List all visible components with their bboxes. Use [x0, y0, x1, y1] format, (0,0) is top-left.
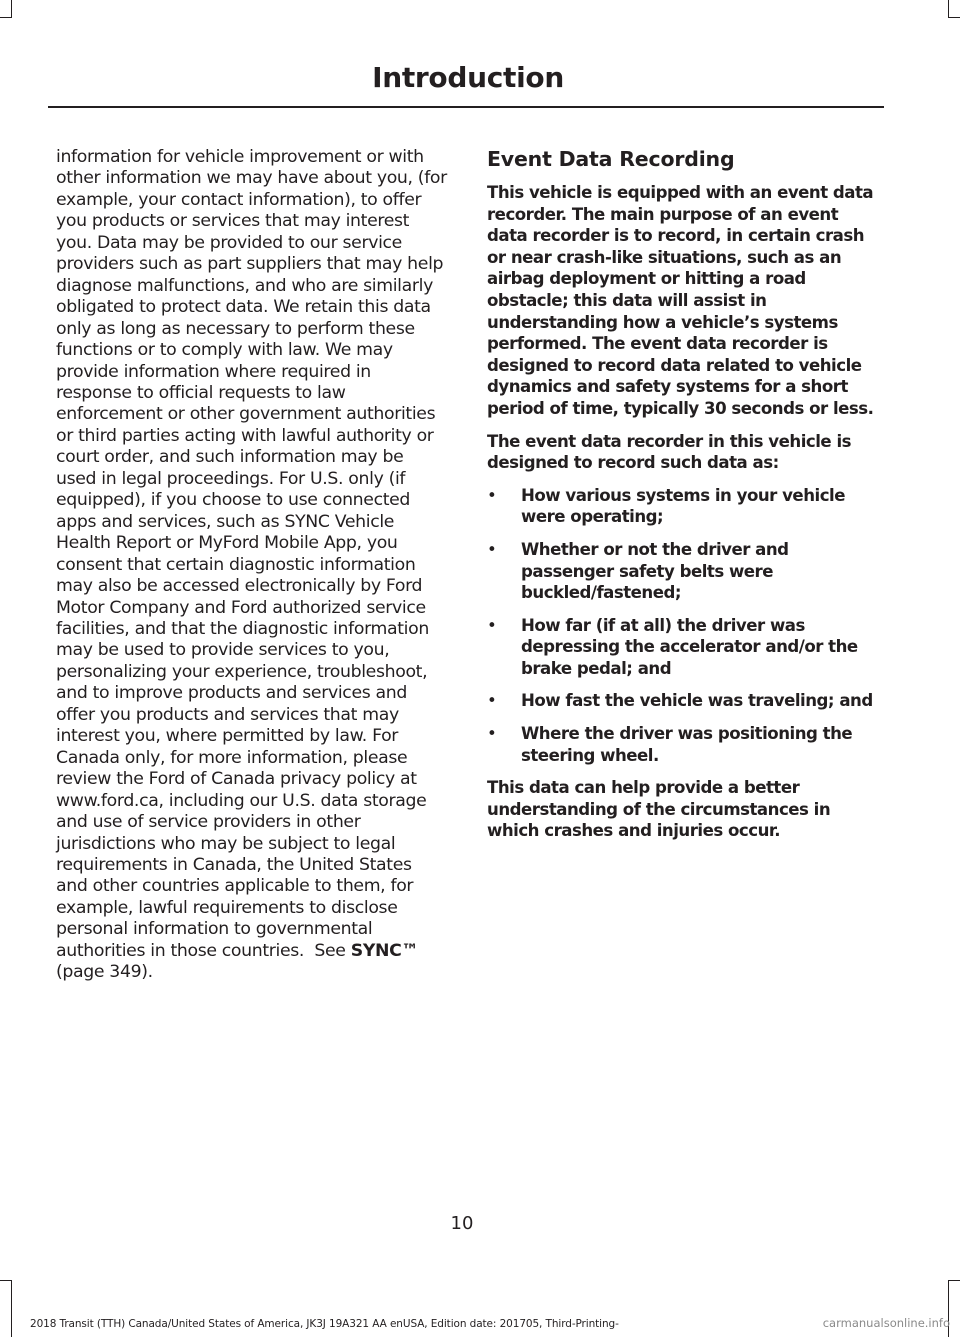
- right-column: [487, 140, 883, 853]
- list-item: [487, 615, 883, 680]
- edition-footer: 2018 Transit (TTH) Canada/United States of America, JK3J 19A321 AA enUSA, Edition date: 201705, Third-Printing-: [30, 1318, 619, 1330]
- list-item: [487, 485, 883, 528]
- crop-mark: [948, 1280, 960, 1281]
- edr-data-list-intro: The event data recorder in this vehicle is designed to record such data as:: [487, 431, 852, 473]
- list-item-text: How fast the vehicle was traveling; and: [521, 691, 873, 711]
- crop-mark: [11, 0, 12, 18]
- left-column-paragraph: [56, 147, 448, 984]
- event-data-recording-heading: Event Data Recording: [487, 147, 735, 171]
- edr-summary-paragraph: This data can help provide a better understanding of the circumstances in which crashes and injuries occur.: [487, 778, 831, 841]
- crop-mark: [948, 0, 949, 18]
- bullet-glyph: •: [487, 615, 497, 635]
- page-number: 10: [450, 1213, 474, 1234]
- edr-data-list: [487, 485, 883, 767]
- header-divider: [48, 106, 884, 108]
- watermark: carmanualsonline.info: [822, 1316, 950, 1330]
- list-item-text: Whether or not the driver and passenger safety belts were buckled/fastened;: [521, 539, 789, 603]
- crop-mark: [948, 17, 960, 18]
- list-item: [487, 690, 883, 712]
- cross-reference-page: (page 349).: [56, 962, 153, 983]
- crop-mark: [0, 1280, 11, 1281]
- list-item-text: Where the driver was positioning the steering wheel.: [521, 724, 853, 765]
- list-item: [487, 723, 883, 766]
- edr-intro-paragraph: This vehicle is equipped with an event data recorder. The main purpose of an event data recorder is to record, in certain crash or near crash-like situations, such as an airbag deployment or hitting a road obstacle; this data will assist in understanding how a vehicle’s systems performed. The event data recorder is designed to record data related to vehicle dynamics and safety systems for a short period of time, typically 30 seconds or less.: [487, 183, 874, 418]
- privacy-paragraph-text: information for vehicle improvement or with other information we may have about you, (for example, your contact information), to offer you products or services that may interest you. Data may be provided to our service providers such as part suppliers that may help diagnose malfunctions, and who are similarly obligated to protect data. We retain this data only as long as necessary to perform these functions or to comply with law. We may provide information where required in response to official requests to law enforcement or other government authorities or third parties acting with lawful authority or court order, and such information may be used in legal proceedings. For U.S. only (if equipped), if you choose to use connected apps and services, such as SYNC Vehicle Health Report or MyFord Mobile App, you consent that certain diagnostic information may also be accessed electronically by Ford Motor Company and Ford authorized service facilities, and that the diagnostic information may be used to provide services to you, personalizing your experience, troubleshoot, and to improve products and services and offer you products and services that may interest you, where permitted by law. For Canada only, for more information, please review the Ford of Canada privacy policy at www.ford.ca, including our U.S. data storage and use of service providers in other jurisdictions who may be subject to legal requirements in Canada, the United States and other countries applicable to them, for example, lawful requirements to disclose personal information to governmental authorities in those countries.: [56, 147, 447, 961]
- list-item: [487, 539, 883, 604]
- bullet-glyph: •: [487, 724, 497, 744]
- bullet-glyph: •: [487, 485, 497, 505]
- crop-mark: [0, 17, 11, 18]
- sync-cross-reference-link[interactable]: SYNC™: [350, 940, 419, 961]
- list-item-text: How various systems in your vehicle were operating;: [521, 485, 845, 527]
- list-item-text: How far (if at all) the driver was depressing the accelerator and/or the brake pedal; and: [521, 615, 858, 678]
- bullet-glyph: •: [487, 691, 497, 711]
- section-title: Introduction: [372, 61, 564, 94]
- see-prefix: See: [314, 940, 346, 961]
- bullet-glyph: •: [487, 539, 497, 559]
- crop-mark: [11, 1280, 12, 1337]
